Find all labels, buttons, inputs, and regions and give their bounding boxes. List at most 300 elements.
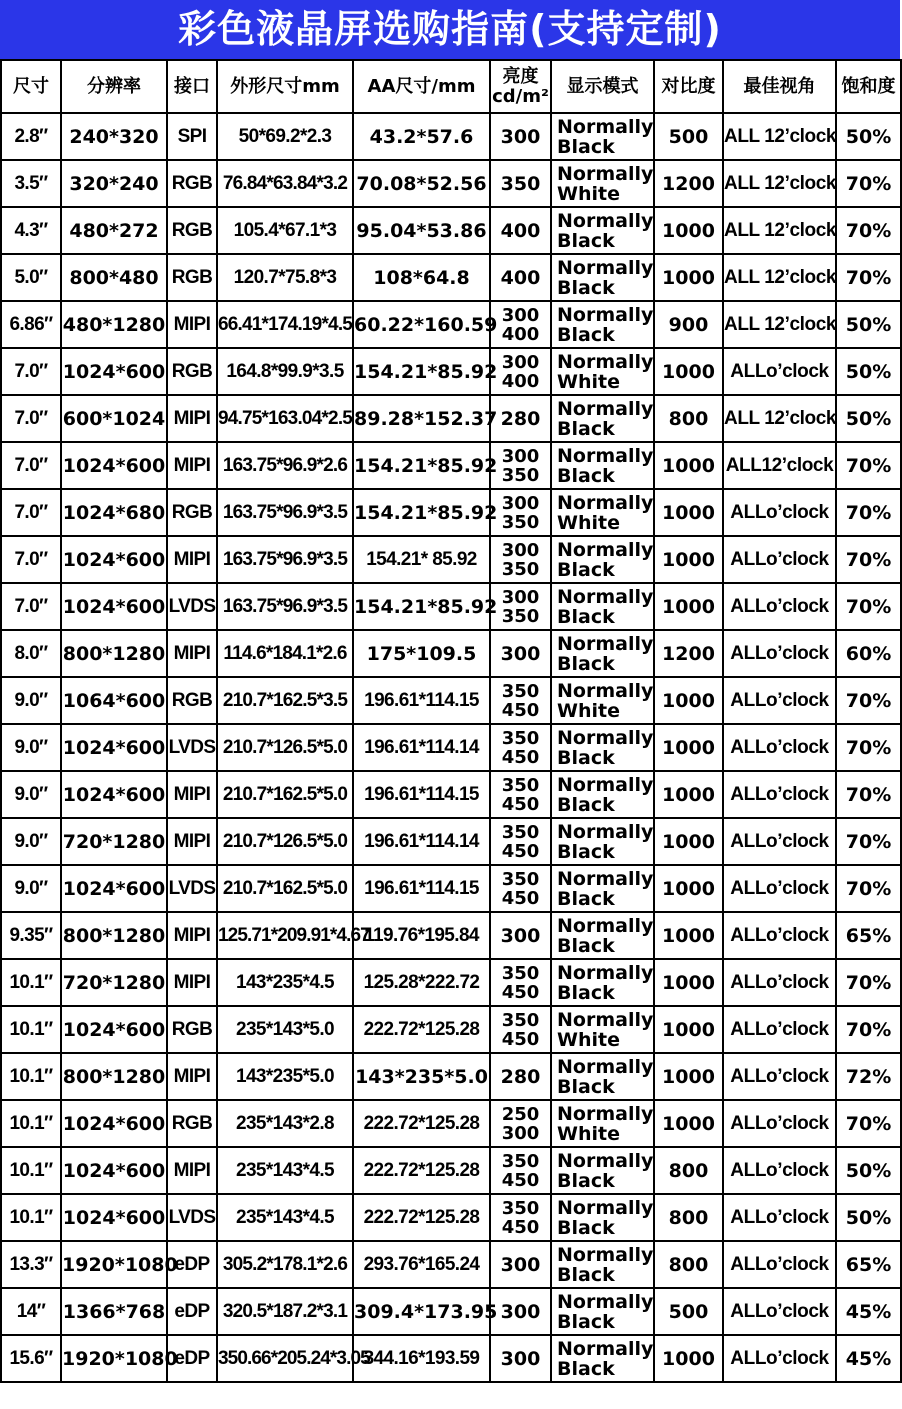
viewing-angle-cell: ALL 12’clock [723,395,836,442]
brightness-cell [490,724,551,771]
brightness-value: 300 [501,1122,540,1144]
saturation-cell: 45% [836,1288,901,1335]
viewing-angle-cell: ALL 12’clock [723,207,836,254]
interface-cell: MIPI [167,818,217,865]
display-mode-line: Normally [557,1149,654,1172]
display-mode-cell [551,1288,654,1335]
display-mode-line: Normally [557,961,654,984]
contrast-cell: 1000 [654,489,723,536]
resolution-cell: 600*1024 [61,395,167,442]
viewing-angle-cell: ALLo’clock [723,1053,836,1100]
table-row [1,1335,901,1382]
display-mode-cell [551,1100,654,1147]
header-interface: 接口 [167,60,217,113]
table-row [1,1288,901,1335]
display-mode-line: Normally [557,1243,654,1266]
outline-dimension-cell: 163.75*96.9*2.6 [217,442,353,489]
outline-dimension-cell: 143*235*5.0 [217,1053,353,1100]
outline-dimension-cell: 120.7*75.8*3 [217,254,353,301]
display-mode-line: Normally [557,867,654,890]
size-cell: 14″ [1,1288,61,1335]
resolution-cell: 720*1280 [61,818,167,865]
saturation-cell: 60% [836,630,901,677]
saturation-cell: 70% [836,254,901,301]
saturation-cell: 50% [836,301,901,348]
resolution-cell: 480*272 [61,207,167,254]
contrast-cell: 1000 [654,442,723,489]
brightness-value: 450 [501,1216,540,1238]
contrast-cell: 1000 [654,1006,723,1053]
resolution-cell: 1024*600 [61,348,167,395]
outline-dimension-cell: 114.6*184.1*2.6 [217,630,353,677]
viewing-angle-cell: ALLo’clock [723,771,836,818]
viewing-angle-cell: ALL12’clock [723,442,836,489]
brightness-value: 300 [500,924,541,947]
contrast-cell: 1000 [654,1100,723,1147]
active-area-cell: 125.28*222.72 [353,959,490,1006]
display-mode-cell [551,160,654,207]
interface-cell: RGB [167,254,217,301]
display-mode-line: Black [557,558,615,581]
interface-cell: RGB [167,1006,217,1053]
table-body [1,113,901,1382]
viewing-angle-cell: ALLo’clock [723,1194,836,1241]
saturation-cell: 50% [836,1147,901,1194]
display-mode-cell [551,113,654,160]
contrast-cell: 1000 [654,865,723,912]
active-area-cell: 222.72*125.28 [353,1194,490,1241]
contrast-cell: 800 [654,1194,723,1241]
viewing-angle-cell: ALLo’clock [723,630,836,677]
resolution-cell: 1024*600 [61,865,167,912]
interface-cell: MIPI [167,395,217,442]
saturation-cell: 50% [836,395,901,442]
header-contrast: 对比度 [654,60,723,113]
active-area-cell: 43.2*57.6 [353,113,490,160]
table-row [1,1053,901,1100]
brightness-value: 300 [501,586,540,608]
interface-cell: MIPI [167,630,217,677]
active-area-cell: 222.72*125.28 [353,1100,490,1147]
interface-cell: LVDS [167,724,217,771]
viewing-angle-cell: ALLo’clock [723,348,836,395]
brightness-value: 450 [501,981,540,1003]
display-mode-cell [551,630,654,677]
resolution-cell: 1024*680 [61,489,167,536]
active-area-cell: 222.72*125.28 [353,1006,490,1053]
active-area-cell: 89.28*152.37 [353,395,490,442]
table-row [1,771,901,818]
saturation-cell: 70% [836,959,901,1006]
brightness-value: 450 [501,840,540,862]
contrast-cell: 800 [654,395,723,442]
display-mode-cell [551,583,654,630]
display-mode-line: Black [557,1263,615,1286]
table-row [1,1147,901,1194]
viewing-angle-cell: ALLo’clock [723,724,836,771]
display-mode-cell [551,1241,654,1288]
resolution-cell: 800*1280 [61,912,167,959]
size-cell: 9.0″ [1,724,61,771]
brightness-value: 450 [501,1028,540,1050]
display-mode-line: White [557,182,620,205]
contrast-cell: 1000 [654,583,723,630]
brightness-value: 300 [501,492,540,514]
table-row [1,254,901,301]
display-mode-line: White [557,699,620,722]
table-row [1,677,901,724]
brightness-value: 250 [501,1103,540,1125]
saturation-cell: 70% [836,818,901,865]
contrast-cell: 500 [654,1288,723,1335]
brightness-cell [490,1335,551,1382]
interface-cell: RGB [167,1100,217,1147]
header-viewing-angle: 最佳视角 [723,60,836,113]
interface-cell: MIPI [167,912,217,959]
table-row [1,912,901,959]
contrast-cell: 1000 [654,1053,723,1100]
viewing-angle-cell: ALLo’clock [723,1006,836,1053]
resolution-cell: 1366*768 [61,1288,167,1335]
saturation-cell: 70% [836,207,901,254]
brightness-value: 280 [500,407,541,430]
resolution-cell: 800*1280 [61,1053,167,1100]
contrast-cell: 1000 [654,207,723,254]
outline-dimension-cell: 320.5*187.2*3.1 [217,1288,353,1335]
interface-cell: RGB [167,207,217,254]
active-area-cell: 344.16*193.59 [353,1335,490,1382]
display-mode-line: Normally [557,726,654,749]
size-cell: 7.0″ [1,536,61,583]
saturation-cell: 70% [836,677,901,724]
contrast-cell: 1000 [654,959,723,1006]
display-mode-line: White [557,1122,620,1145]
active-area-cell: 154.21*85.92 [353,489,490,536]
outline-dimension-cell: 163.75*96.9*3.5 [217,583,353,630]
table-row [1,160,901,207]
size-cell: 7.0″ [1,583,61,630]
size-cell: 9.0″ [1,771,61,818]
page-title: 彩色液晶屏选购指南(支持定制) [0,0,900,59]
interface-cell: RGB [167,677,217,724]
outline-dimension-cell: 305.2*178.1*2.6 [217,1241,353,1288]
interface-cell: eDP [167,1241,217,1288]
viewing-angle-cell: ALL 12’clock [723,254,836,301]
interface-cell: LVDS [167,865,217,912]
resolution-cell: 480*1280 [61,301,167,348]
display-mode-line: Black [557,135,615,158]
display-mode-cell [551,348,654,395]
display-mode-cell [551,771,654,818]
display-mode-cell [551,912,654,959]
contrast-cell: 800 [654,1147,723,1194]
brightness-value: 450 [501,746,540,768]
display-mode-cell [551,254,654,301]
header-active-area: AA尺寸/mm [353,60,490,113]
display-mode-line: Normally [557,491,654,514]
table-row [1,724,901,771]
outline-dimension-cell: 125.71*209.91*4.67 [217,912,353,959]
display-mode-cell [551,724,654,771]
active-area-cell: 70.08*52.56 [353,160,490,207]
brightness-cell [490,865,551,912]
brightness-value: 350 [501,680,540,702]
resolution-cell: 320*240 [61,160,167,207]
display-mode-line: Normally [557,1196,654,1219]
size-cell: 10.1″ [1,1006,61,1053]
outline-dimension-cell: 143*235*4.5 [217,959,353,1006]
active-area-cell: 108*64.8 [353,254,490,301]
display-mode-line: Black [557,746,615,769]
interface-cell: MIPI [167,536,217,583]
resolution-cell: 1024*600 [61,1006,167,1053]
resolution-cell: 720*1280 [61,959,167,1006]
contrast-cell: 800 [654,1241,723,1288]
size-cell: 9.0″ [1,865,61,912]
display-mode-line: Normally [557,115,654,138]
brightness-value: 350 [500,172,541,195]
resolution-cell: 1024*600 [61,536,167,583]
resolution-cell: 800*1280 [61,630,167,677]
interface-cell: MIPI [167,1053,217,1100]
display-mode-line: Black [557,652,615,675]
size-cell: 8.0″ [1,630,61,677]
outline-dimension-cell: 66.41*174.19*4.5 [217,301,353,348]
active-area-cell: 196.61*114.15 [353,771,490,818]
display-mode-line: White [557,1028,620,1051]
display-mode-line: Black [557,1075,615,1098]
header-brightness: 亮度 cd/m² [490,60,551,113]
viewing-angle-cell: ALLo’clock [723,865,836,912]
table-row [1,630,901,677]
display-mode-line: Normally [557,162,654,185]
table-header-row [1,60,901,113]
brightness-cell [490,395,551,442]
outline-dimension-cell: 235*143*5.0 [217,1006,353,1053]
brightness-value: 350 [501,1197,540,1219]
interface-cell: RGB [167,348,217,395]
display-mode-line: Normally [557,1055,654,1078]
brightness-cell [490,1288,551,1335]
table-row [1,583,901,630]
brightness-value: 350 [501,558,540,580]
display-mode-cell [551,207,654,254]
active-area-cell: 309.4*173.95 [353,1288,490,1335]
display-mode-line: Normally [557,820,654,843]
size-cell: 2.8″ [1,113,61,160]
outline-dimension-cell: 94.75*163.04*2.5 [217,395,353,442]
brightness-cell [490,771,551,818]
size-cell: 10.1″ [1,1053,61,1100]
display-mode-line: Black [557,981,615,1004]
active-area-cell: 154.21*85.92 [353,583,490,630]
size-cell: 10.1″ [1,1100,61,1147]
display-mode-line: Normally [557,256,654,279]
saturation-cell: 50% [836,113,901,160]
display-mode-line: Black [557,605,615,628]
viewing-angle-cell: ALLo’clock [723,677,836,724]
display-mode-line: Black [557,1310,615,1333]
interface-cell: MIPI [167,1147,217,1194]
display-mode-line: Black [557,276,615,299]
saturation-cell: 70% [836,1100,901,1147]
contrast-cell: 900 [654,301,723,348]
size-cell: 7.0″ [1,442,61,489]
display-mode-cell [551,818,654,865]
contrast-cell: 1200 [654,160,723,207]
display-mode-line: Normally [557,1337,654,1360]
contrast-cell: 1000 [654,771,723,818]
active-area-cell: 222.72*125.28 [353,1147,490,1194]
brightness-value: 450 [501,699,540,721]
active-area-cell: 175*109.5 [353,630,490,677]
brightness-value: 280 [500,1065,541,1088]
saturation-cell: 70% [836,583,901,630]
table-row [1,442,901,489]
active-area-cell: 95.04*53.86 [353,207,490,254]
display-mode-line: Normally [557,585,654,608]
interface-cell: eDP [167,1335,217,1382]
display-mode-line: Black [557,840,615,863]
brightness-cell [490,1100,551,1147]
display-mode-line: Normally [557,538,654,561]
display-mode-line: Black [557,229,615,252]
size-cell: 10.1″ [1,1194,61,1241]
brightness-cell [490,207,551,254]
active-area-cell: 119.76*195.84 [353,912,490,959]
contrast-cell: 1000 [654,724,723,771]
interface-cell: RGB [167,489,217,536]
outline-dimension-cell: 163.75*96.9*3.5 [217,489,353,536]
saturation-cell: 65% [836,912,901,959]
display-mode-cell [551,865,654,912]
saturation-cell: 70% [836,865,901,912]
size-cell: 10.1″ [1,959,61,1006]
brightness-cell [490,301,551,348]
header-size: 尺寸 [1,60,61,113]
contrast-cell: 1000 [654,254,723,301]
brightness-cell [490,959,551,1006]
brightness-value: 350 [501,727,540,749]
display-mode-cell [551,395,654,442]
outline-dimension-cell: 235*143*2.8 [217,1100,353,1147]
display-mode-line: Normally [557,209,654,232]
size-cell: 10.1″ [1,1147,61,1194]
interface-cell: MIPI [167,959,217,1006]
viewing-angle-cell: ALL 12’clock [723,160,836,207]
brightness-value: 350 [501,1150,540,1172]
viewing-angle-cell: ALLo’clock [723,536,836,583]
display-mode-line: Normally [557,679,654,702]
table-row [1,536,901,583]
saturation-cell: 72% [836,1053,901,1100]
contrast-cell: 1000 [654,818,723,865]
header-resolution: 分辨率 [61,60,167,113]
resolution-cell: 1024*600 [61,442,167,489]
display-mode-line: Normally [557,1290,654,1313]
table-row [1,207,901,254]
display-mode-line: Normally [557,397,654,420]
outline-dimension-cell: 235*143*4.5 [217,1147,353,1194]
display-mode-cell [551,1006,654,1053]
outline-dimension-cell: 105.4*67.1*3 [217,207,353,254]
display-mode-line: Normally [557,303,654,326]
viewing-angle-cell: ALLo’clock [723,1147,836,1194]
size-cell: 7.0″ [1,489,61,536]
display-mode-line: Normally [557,914,654,937]
resolution-cell: 800*480 [61,254,167,301]
outline-dimension-cell: 163.75*96.9*3.5 [217,536,353,583]
saturation-cell: 45% [836,1335,901,1382]
display-mode-line: Normally [557,1102,654,1125]
display-mode-line: Black [557,1357,615,1380]
display-mode-cell [551,489,654,536]
outline-dimension-cell: 210.7*126.5*5.0 [217,724,353,771]
brightness-cell [490,1147,551,1194]
resolution-cell: 1024*600 [61,771,167,818]
contrast-cell: 1000 [654,536,723,583]
brightness-value: 300 [501,351,540,373]
brightness-cell [490,442,551,489]
size-cell: 3.5″ [1,160,61,207]
viewing-angle-cell: ALLo’clock [723,959,836,1006]
brightness-value: 350 [501,1009,540,1031]
active-area-cell: 196.61*114.14 [353,818,490,865]
resolution-cell: 1064*600 [61,677,167,724]
brightness-value: 300 [500,1347,541,1370]
brightness-cell [490,1194,551,1241]
table-row [1,348,901,395]
brightness-cell [490,677,551,724]
outline-dimension-cell: 210.7*162.5*5.0 [217,771,353,818]
display-mode-line: Normally [557,773,654,796]
display-mode-cell [551,677,654,724]
brightness-value: 350 [501,774,540,796]
size-cell: 15.6″ [1,1335,61,1382]
brightness-cell [490,113,551,160]
display-mode-line: Black [557,1169,615,1192]
brightness-cell [490,489,551,536]
display-mode-line: Black [557,934,615,957]
saturation-cell: 50% [836,1194,901,1241]
viewing-angle-cell: ALLo’clock [723,1241,836,1288]
brightness-value: 300 [500,642,541,665]
display-mode-line: White [557,370,620,393]
outline-dimension-cell: 164.8*99.9*3.5 [217,348,353,395]
brightness-value: 300 [501,445,540,467]
brightness-cell [490,1241,551,1288]
brightness-value: 450 [501,887,540,909]
saturation-cell: 70% [836,160,901,207]
brightness-value: 300 [500,1253,541,1276]
outline-dimension-cell: 210.7*126.5*5.0 [217,818,353,865]
contrast-cell: 1000 [654,1335,723,1382]
display-mode-line: Normally [557,1008,654,1031]
contrast-cell: 500 [654,113,723,160]
interface-cell: MIPI [167,301,217,348]
interface-cell: LVDS [167,583,217,630]
contrast-cell: 1000 [654,912,723,959]
interface-cell: eDP [167,1288,217,1335]
viewing-angle-cell: ALLo’clock [723,818,836,865]
size-cell: 9.0″ [1,677,61,724]
interface-cell: MIPI [167,442,217,489]
viewing-angle-cell: ALLo’clock [723,1100,836,1147]
header-outline-dimension: 外形尺寸mm [217,60,353,113]
saturation-cell: 70% [836,771,901,818]
viewing-angle-cell: ALL 12’clock [723,113,836,160]
outline-dimension-cell: 76.84*63.84*3.2 [217,160,353,207]
